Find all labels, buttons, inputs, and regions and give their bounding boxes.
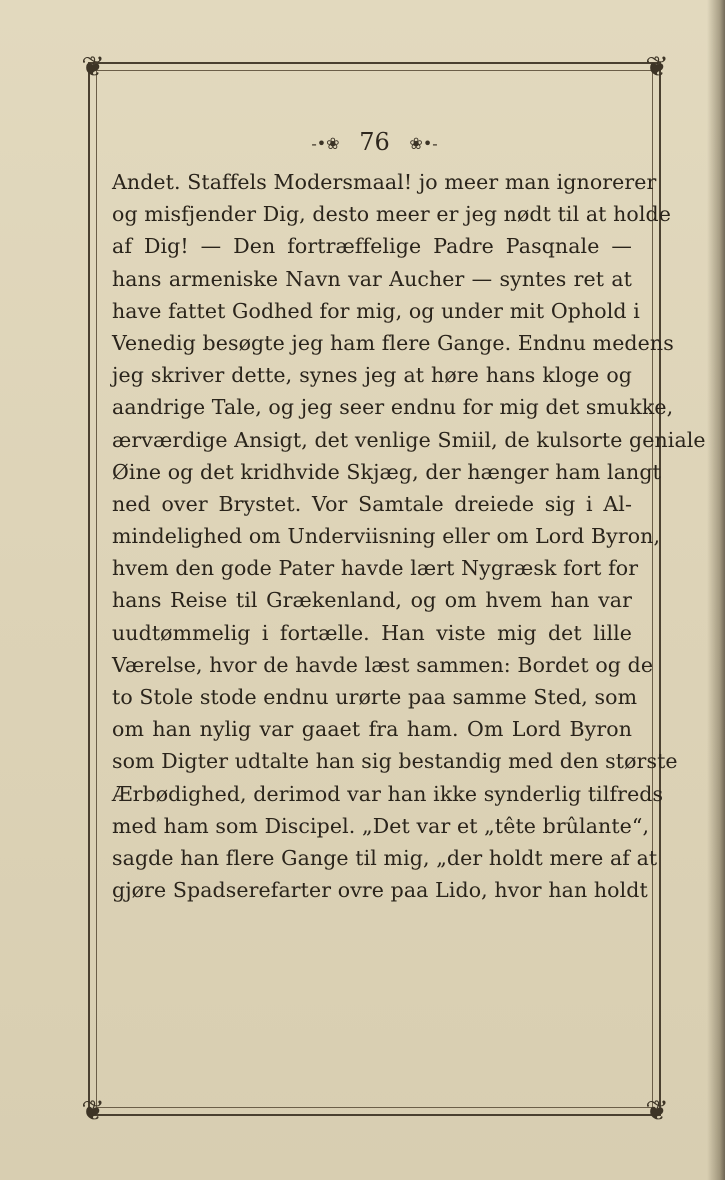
text-line: Øine og det kridhvide Skjæg, der hænger ham langt	[112, 459, 661, 484]
text-line: mindelighed om Underviisning eller om Lord Byron,	[112, 524, 661, 549]
text-line: ærværdige Ansigt, det venlige Smiil, de kulsorte geniale	[112, 427, 706, 452]
page-number: 76	[359, 128, 390, 156]
text-line: med ham som Discipel. „Det var et „tête brûlante“,	[112, 813, 650, 838]
page-header	[96, 128, 653, 156]
text-line: hans armeniske Navn var Aucher — syntes ret at	[112, 266, 632, 291]
text-line: og misfjender Dig, desto meer er jeg nødt til at holde	[112, 202, 671, 227]
text-line: gjøre Spadserefarter ovre paa Lido, hvor han holdt	[112, 878, 648, 903]
corner-ornament-top-right: ❦	[645, 50, 669, 83]
text-line: Ærbødighed, derimod var han ikke synderlig tilfreds	[112, 781, 664, 806]
corner-ornament-bottom-left: ❦	[81, 1094, 105, 1127]
text-line: Andet. Staffels Modersmaal! jo meer man ignorerer	[112, 170, 657, 194]
text-line: ned over Brystet. Vor Samtale dreiede sig i Al-	[112, 491, 632, 516]
page-edge-shadow	[707, 0, 725, 1180]
header-ornament-right: ❀•-	[409, 134, 438, 153]
corner-ornament-top-left: ❦	[81, 50, 105, 83]
page-body	[112, 166, 706, 906]
text-line: aandrige Tale, og jeg seer endnu for mig det smukke,	[112, 395, 674, 420]
text-line: Venedig besøgte jeg ham flere Gange. Endnu medens	[112, 330, 674, 355]
text-line: uudtømmelig i fortælle. Han viste mig det lille	[112, 620, 632, 645]
header-ornament-left: -•❀	[311, 134, 340, 153]
text-line: sagde han flere Gange til mig, „der holdt mere af at	[112, 845, 658, 870]
text-line: to Stole stode endnu urørte paa samme Sted, som	[112, 685, 638, 709]
corner-ornament-bottom-right: ❦	[645, 1094, 669, 1127]
text-line: hans Reise til Grækenland, og om hvem han var	[112, 588, 632, 613]
text-line: af Dig! — Den fortræffelige Padre Pasqnale —	[112, 234, 632, 259]
text-line: Værelse, hvor de havde læst sammen: Bordet og de	[112, 652, 654, 677]
text-line: jeg skriver dette, synes jeg at høre hans kloge og	[112, 363, 632, 388]
text-line: have fattet Godhed for mig, og under mit Ophold i	[112, 298, 640, 323]
text-line: om han nylig var gaaet fra ham. Om Lord Byron	[112, 717, 632, 742]
text-line: hvem den gode Pater havde lært Nygræsk fort for	[112, 556, 639, 581]
text-line: som Digter udtalte han sig bestandig med den største	[112, 749, 678, 774]
